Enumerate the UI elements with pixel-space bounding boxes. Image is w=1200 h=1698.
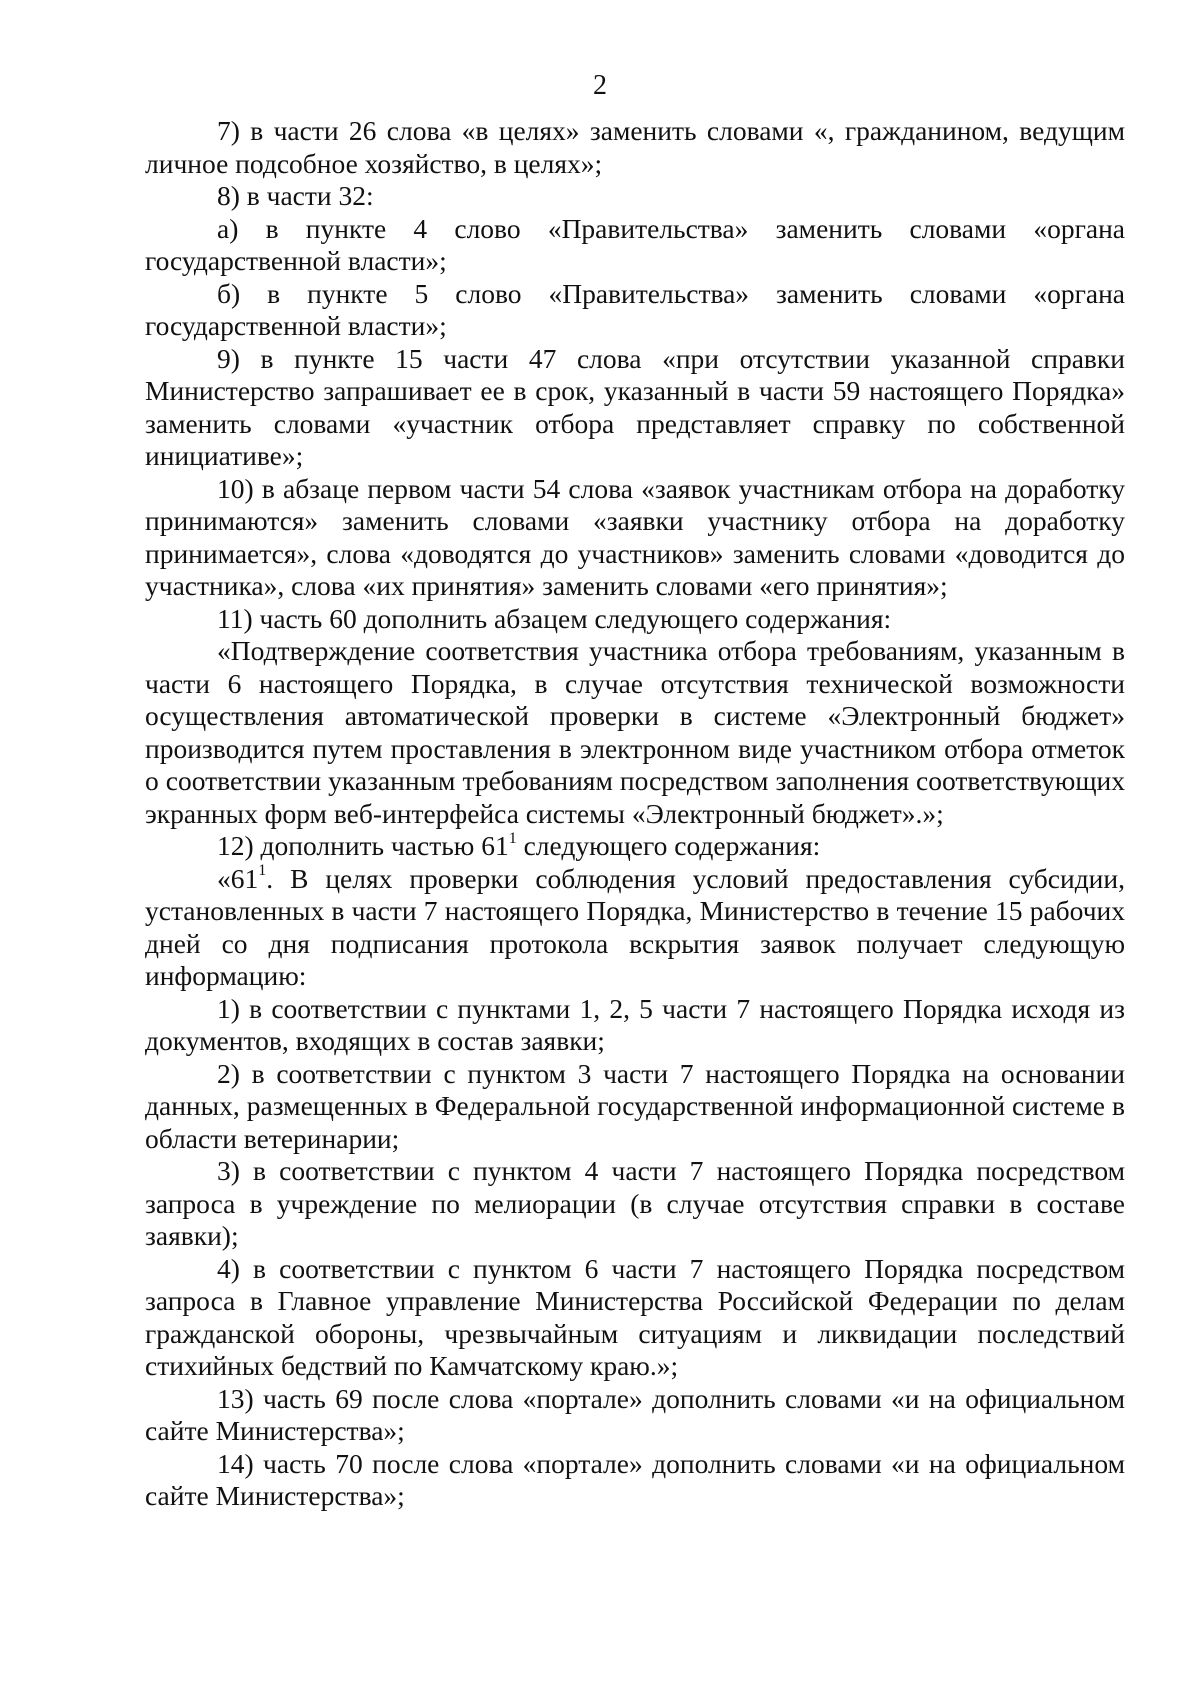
paragraph-61-1-text-after: . В целях проверки соблюдения условий предоставления субсидии, установленных в части 7 настоящего Порядка, Министерство в течение 15 рабочих дней со дня подписания протокола вскрытия заявок получает следующую информацию: <box>145 862 1125 991</box>
paragraph-61-1-item-3: 3) в соответствии с пунктом 4 части 7 настоящего Порядка посредством запроса в учреждение по мелиорации (в случае отсутствия справки в составе заявки); <box>145 1155 1125 1251</box>
paragraph-10: 10) в абзаце первом части 54 слова «заявок участникам отбора на доработку принимаются» заменить словами «заявки участнику отбора на доработку принимается», слова «доводятся до участников» заменить словами «доводится до участника», слова «их принятия» заменить словами «его принятия»; <box>145 472 1125 601</box>
paragraph-8b: б) в пункте 5 слово «Правительства» заменить словами «органа государственной власти»; <box>145 277 1125 341</box>
paragraph-61-1-text-before: «61 <box>217 862 259 894</box>
paragraph-12-text-before: 12) дополнить частью 61 <box>217 830 509 861</box>
paragraph-8a: а) в пункте 4 слово «Правительства» заменить словами «органа государственной власти»; <box>145 212 1125 276</box>
paragraph-61-1-item-2: 2) в соответствии с пунктом 3 части 7 настоящего Порядка на основании данных, размещенных в Федеральной государственной информационной системе в области ветеринарии; <box>145 1057 1125 1154</box>
paragraph-8: 8) в части 32: <box>217 180 374 211</box>
paragraph-11: 11) часть 60 дополнить абзацем следующего содержания: <box>217 602 892 634</box>
paragraph-12 <box>145 830 1125 863</box>
paragraph-14: 14) часть 70 после слова «портале» дополнить словами «и на официальном сайте Министерства»; <box>145 1447 1125 1511</box>
paragraph-7: 7) в части 26 слова «в целях» заменить словами «, гражданином, ведущим личное подсобное хозяйство, в целях»; <box>145 115 1125 179</box>
paragraph-13: 13) часть 69 после слова «портале» дополнить словами «и на официальном сайте Министерства»; <box>145 1382 1125 1446</box>
paragraph-61-1-superscript: 1 <box>258 862 267 880</box>
paragraph-12-superscript: 1 <box>508 829 517 847</box>
document-body <box>145 115 1125 1513</box>
paragraph-12-text-after: следующего содержания: <box>516 830 821 861</box>
paragraph-61-1-item-1: 1) в соответствии с пунктами 1, 2, 5 части 7 настоящего Порядка исходя из документов, входящих в состав заявки; <box>145 992 1125 1056</box>
page-number: 2 <box>593 70 607 101</box>
paragraph-9: 9) в пункте 15 части 47 слова «при отсутствии указанной справки Министерство запрашивает ее в срок, указанный в части 59 настоящего Порядка» заменить словами «участник отбора представляет справку по собственной инициативе»; <box>145 342 1125 471</box>
paragraph-11-quote: «Подтверждение соответствия участника отбора требованиям, указанным в части 6 настоящего Порядка, в случае отсутствия технической возможности осуществления автоматической проверки в системе «Электронный бюджет» производится путем проставления в электронном виде участником отбора отметок о соответствии указанным требованиям посредством заполнения соответствующих экранных форм веб-интерфейса системы «Электронный бюджет».»; <box>145 635 1125 829</box>
paragraph-61-1 <box>145 863 1125 993</box>
paragraph-61-1-item-4: 4) в соответствии с пунктом 6 части 7 настоящего Порядка посредством запроса в Главное управление Министерства Российской Федерации по делам гражданской обороны, чрезвычайным ситуациям и ликвидации последствий стихийных бедствий по Камчатскому краю.»; <box>145 1252 1125 1381</box>
